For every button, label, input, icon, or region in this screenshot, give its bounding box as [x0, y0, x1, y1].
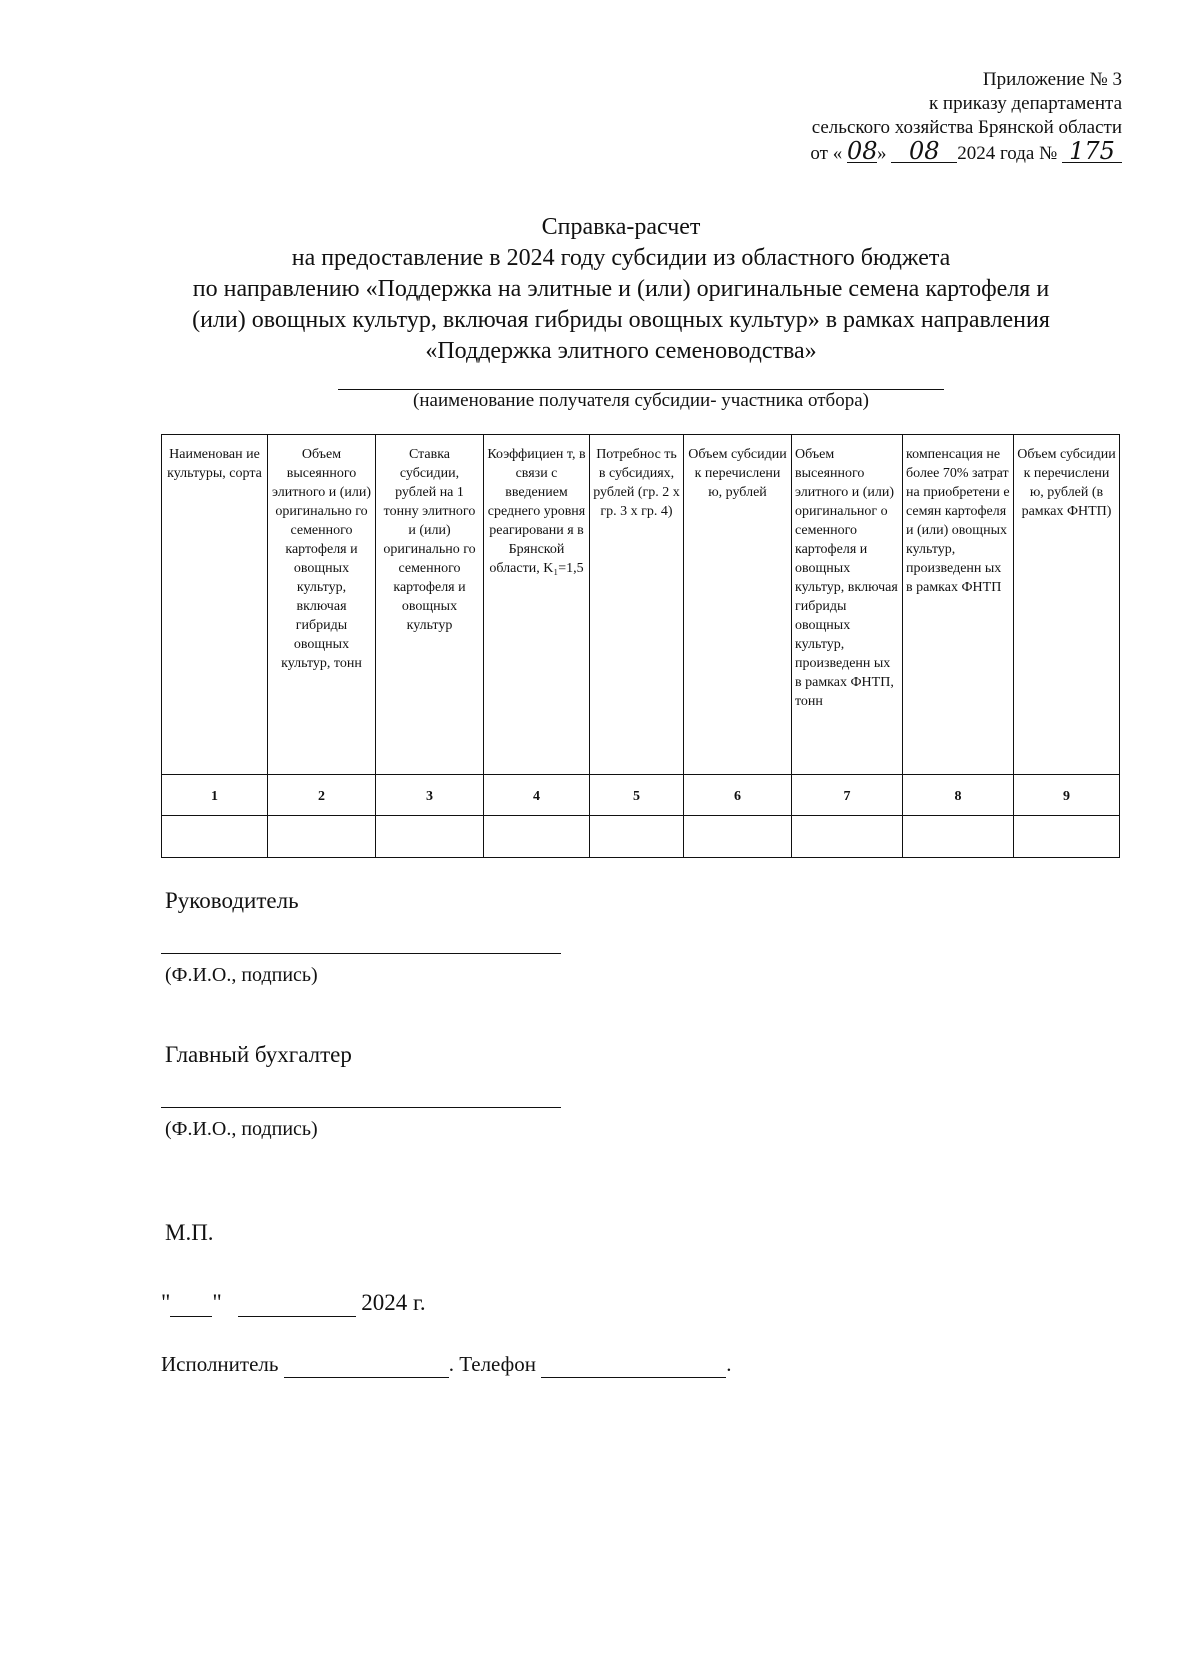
title-line-4: (или) овощных культур, включая гибриды овощных культур» в рамках направления [192, 307, 1050, 333]
column-number: 1 [162, 775, 268, 816]
column-number: 4 [484, 775, 590, 816]
recipient-caption: (наименование получателя субсидии- участника отбора) [413, 390, 869, 411]
table-column-number-row [162, 775, 1120, 816]
appendix-order-ref: к приказу департамента [928, 93, 1122, 114]
date-line: " " 2024 г. [161, 1290, 426, 1315]
table-cell [590, 816, 684, 858]
table-header-row [162, 435, 1120, 775]
header-cell: Объем высеянного элитного и (или) оригинальног о семенного картофеля и овощных культур, включая гибриды овощных культур, произведенн ых в рамках ФНТП, тонн [792, 435, 903, 775]
phone-blank [541, 1352, 726, 1378]
column-number: 5 [590, 775, 684, 816]
handwritten-day: 08 [846, 137, 878, 165]
table-cell [1014, 816, 1120, 858]
table-cell [484, 816, 590, 858]
accountant-signature-caption: (Ф.И.О., подпись) [165, 1118, 318, 1140]
table-cell [903, 816, 1014, 858]
table-cell [792, 816, 903, 858]
table-cell [162, 816, 268, 858]
column-number: 6 [684, 775, 792, 816]
head-label: Руководитель [165, 888, 299, 913]
title-line-2: на предоставление в 2024 году субсидии из областного бюджета [291, 245, 951, 271]
header-cell: Коэффициен т, в связи с введением среднего уровня реагировани я в Брянской области, K₁=1,5 [484, 435, 590, 775]
header-cell: Потребнос ть в субсидиях, рублей (гр. 2 х гр. 3 х гр. 4) [590, 435, 684, 775]
date-day-blank [170, 1290, 212, 1317]
appendix-header [810, 68, 1122, 166]
header-cell: Объем субсидии к перечислени ю, рублей (в рамках ФНТП) [1014, 435, 1120, 775]
header-cell: Ставка субсидии, рублей на 1 тонну элитного и (или) оригинально го семенного картофеля и овощных культур [376, 435, 484, 775]
table-data-row [162, 816, 1120, 858]
header-cell: Наименован ие культуры, сорта [162, 435, 268, 775]
column-number: 3 [376, 775, 484, 816]
header-cell: компенсация не более 70% затрат на приобретени е семян картофеля и (или) овощных культур, произведенн ых в рамках ФНТП [903, 435, 1014, 775]
appendix-department: сельского хозяйства Брянской области [811, 117, 1122, 138]
table-cell [268, 816, 376, 858]
column-number: 7 [792, 775, 903, 816]
accountant-signature-line [161, 1107, 561, 1108]
handwritten-month: 08 [891, 140, 957, 163]
header-cell: Объем субсидии к перечислени ю, рублей [684, 435, 792, 775]
column-number: 9 [1014, 775, 1120, 816]
header-cell: Объем высеянного элитного и (или) оригинально го семенного картофеля и овощных культур, включая гибриды овощных культур, тонн [268, 435, 376, 775]
table-cell [376, 816, 484, 858]
head-signature-caption: (Ф.И.О., подпись) [165, 964, 318, 986]
title-line-1: Справка-расчет [541, 214, 701, 240]
head-signature-line [161, 953, 561, 954]
column-number: 2 [268, 775, 376, 816]
executor-line: Исполнитель . Телефон . [161, 1352, 732, 1376]
calculation-table [161, 434, 1120, 858]
appendix-number: Приложение № 3 [982, 69, 1122, 90]
stamp-place: М.П. [165, 1220, 214, 1245]
column-number: 8 [903, 775, 1014, 816]
handwritten-order-number: 175 [1062, 140, 1122, 163]
appendix-date-line: от « 08» 08 2024 года № 175 [810, 140, 1122, 166]
date-month-blank [238, 1290, 356, 1317]
table-cell [684, 816, 792, 858]
document-title [120, 212, 1122, 367]
accountant-label: Главный бухгалтер [165, 1042, 352, 1067]
title-line-5: «Поддержка элитного семеноводства» [425, 338, 817, 364]
title-line-3: по направлению «Поддержка на элитные и (или) оригинальные семена картофеля и [192, 276, 1050, 302]
executor-blank [284, 1352, 449, 1378]
